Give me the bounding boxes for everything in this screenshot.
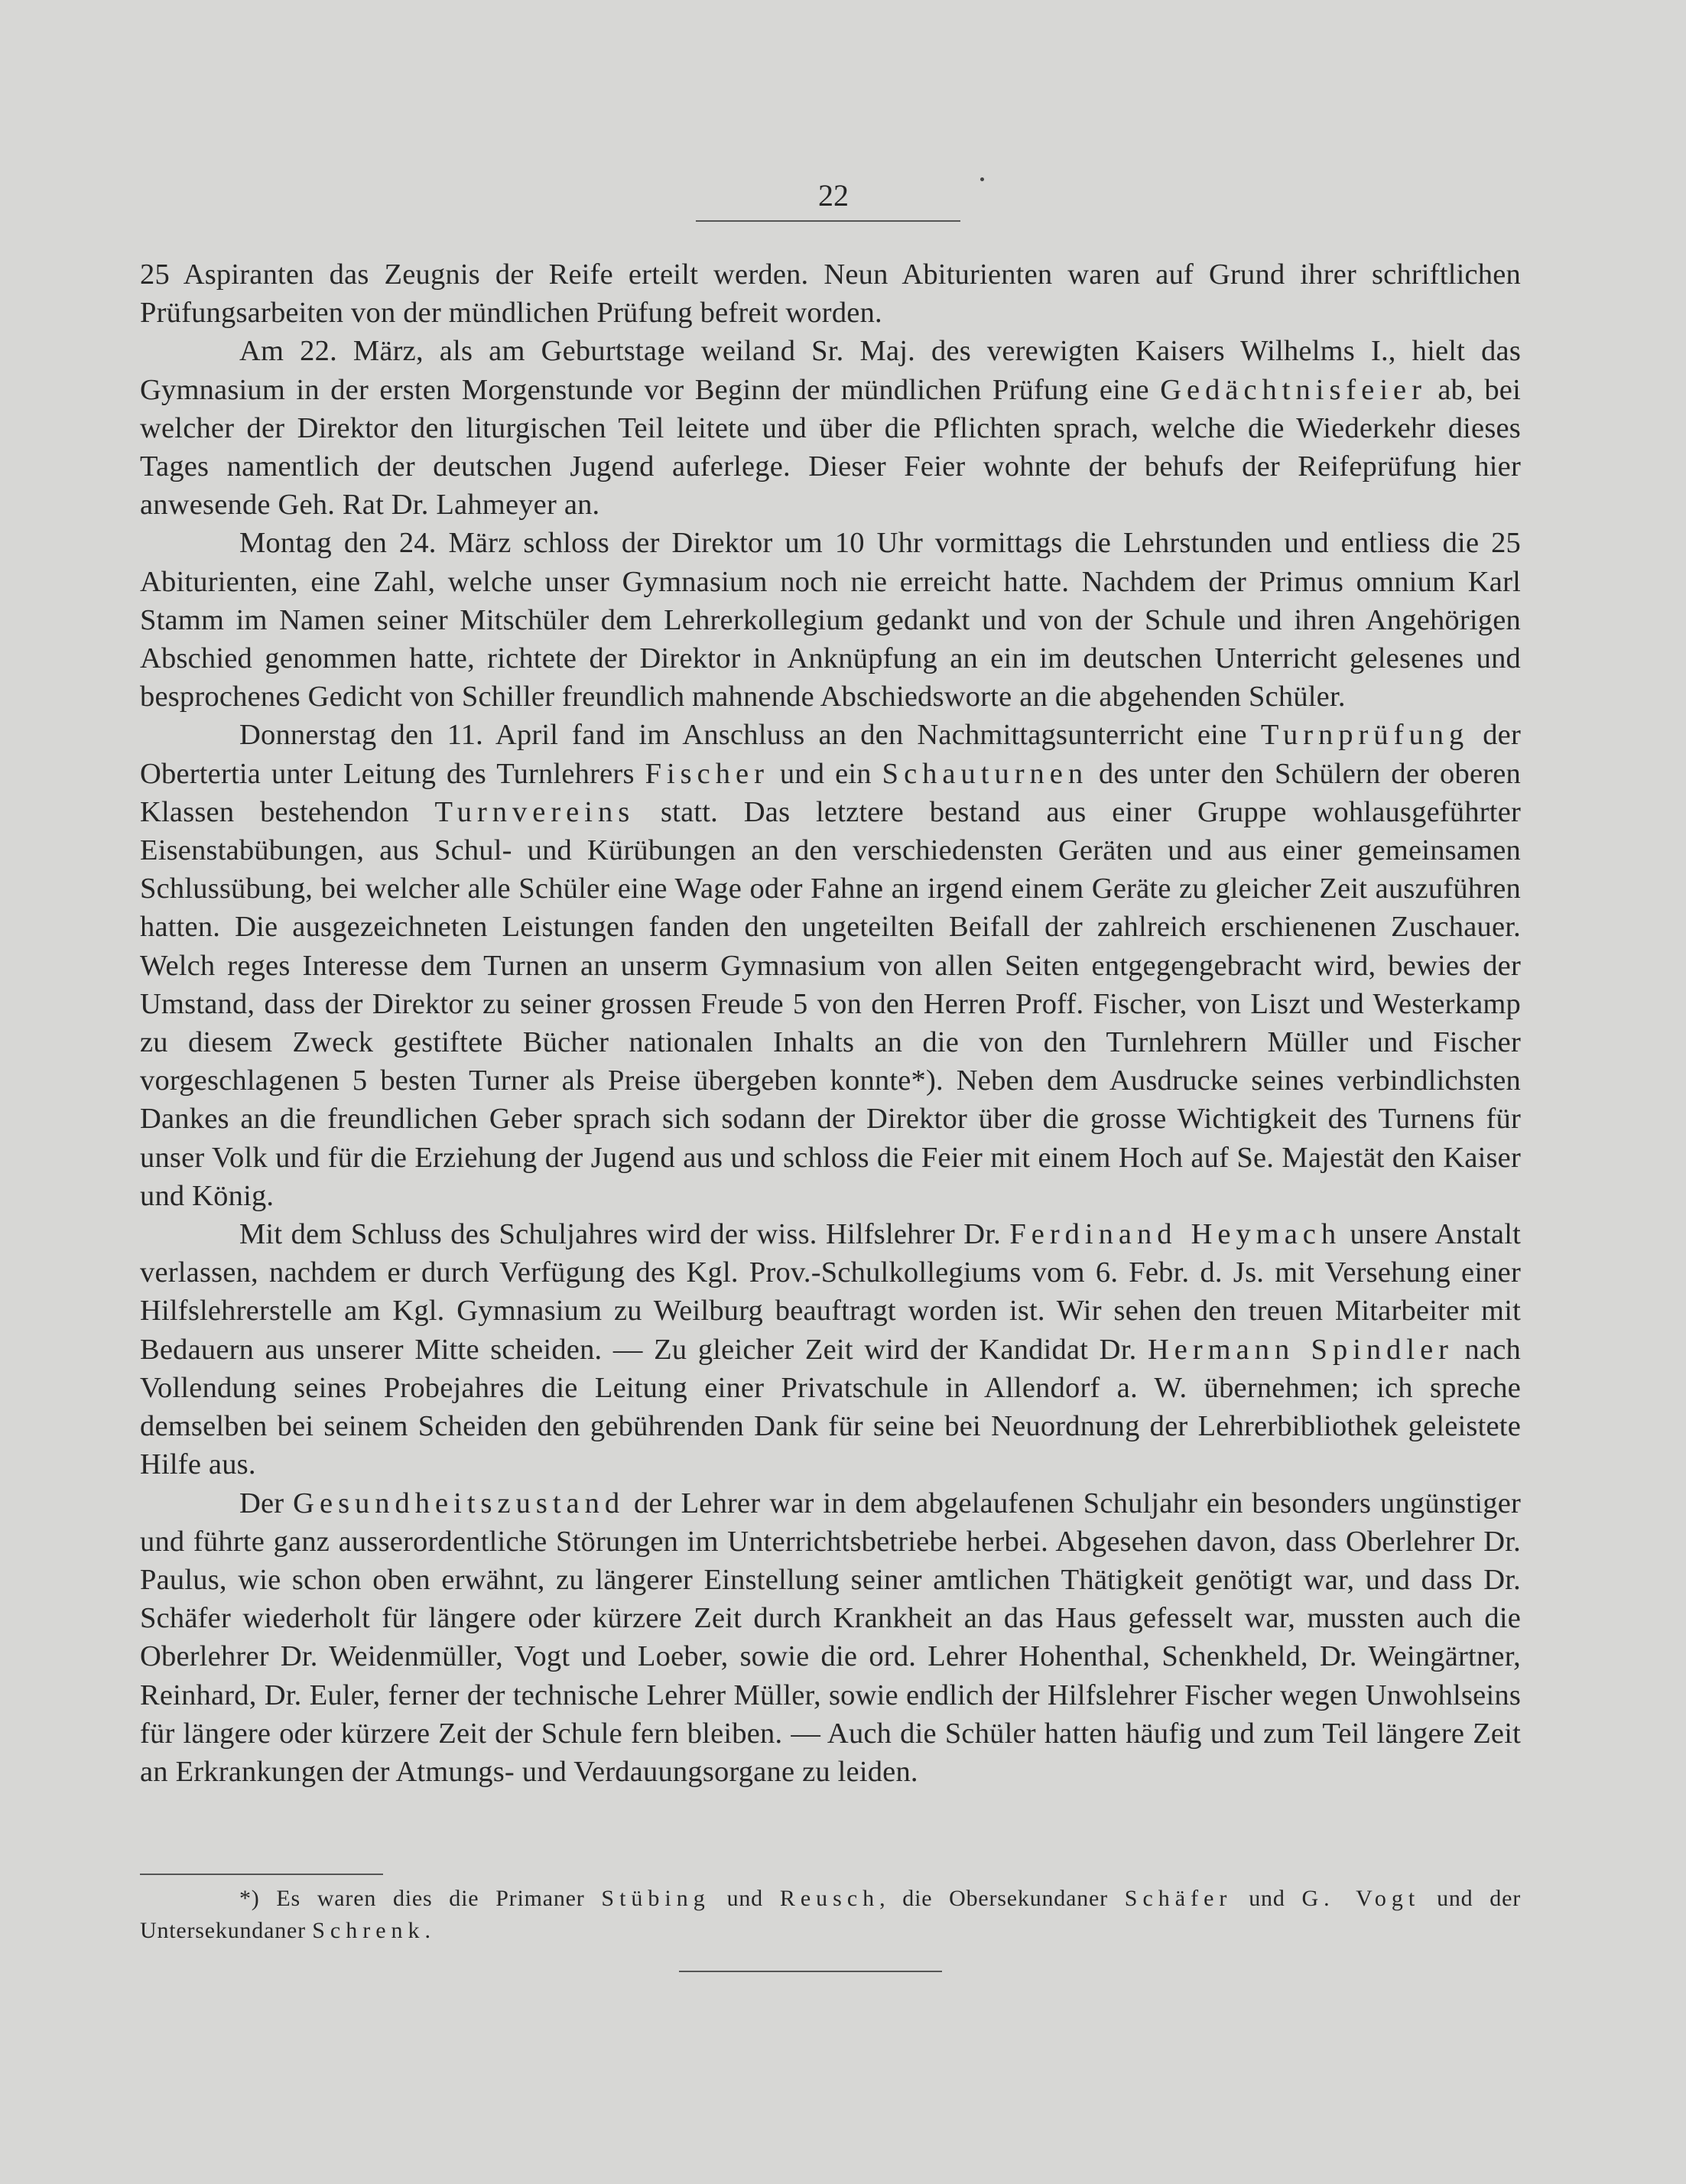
text-run: Mit dem Schluss des Schuljahres wird der wiss. Hilfslehrer Dr. — [239, 1218, 1010, 1251]
spaced-emphasis: Reusch — [779, 1886, 880, 1911]
footnote-paragraph — [140, 1883, 1521, 1947]
text-run: und der Untersekundaner — [140, 1886, 1522, 1943]
page-number: 22 — [818, 178, 849, 213]
paragraph — [140, 1484, 1521, 1792]
spaced-emphasis: Schrenk — [312, 1918, 425, 1943]
text-run: ab, bei welcher der Direktor den liturgischen Teil leitete und über die Pflichten sprach, welche die Wiederkehr dieses Tages namentlich der deutschen Jugend auferlege. Dieser Feier wohnte der behufs der Reifeprüfung hier anwesende Geh. Rat Dr. Lahmeyer an. — [140, 373, 1521, 522]
text-run: . — [424, 1918, 431, 1943]
end-rule — [679, 1971, 942, 1972]
text-run: unsere Anstalt verlassen, nachdem er durch Verfügung des Kgl. Prov.-Schulkollegiums vom 6. Febr. d. Js. mit Versehung einer Hilfslehrerstelle am Kgl. Gymnasium zu Weilburg beauftragt worden ist. Wir sehen den treuen Mitarbeiter mit Bedauern aus unserer Mitte scheiden. — Zu gleicher Zeit wird der Kandidat Dr. — [140, 1218, 1521, 1366]
spaced-emphasis: Turnvereins — [434, 795, 635, 828]
text-run: und ein — [768, 757, 882, 790]
text-run: Donnerstag den 11. April fand im Anschluss an den Nachmittagsunterricht eine — [239, 719, 1261, 752]
paragraph — [140, 332, 1521, 524]
spaced-emphasis: Stübing — [601, 1886, 710, 1911]
header-rule — [696, 220, 960, 222]
spaced-emphasis: G. Vogt — [1301, 1886, 1421, 1911]
spaced-emphasis: Ferdinand Heymach — [1009, 1218, 1342, 1251]
text-run: , die Obersekundaner — [879, 1886, 1125, 1911]
spaced-emphasis: Fischer — [645, 757, 769, 790]
text-run: statt. Das letztere bestand aus einer Gruppe wohlausgeführter Eisenstabübungen, aus Schul- und Kürübungen an den verschiedensten Geräten und aus einer gemeinsamen Schlussübung, bei welcher alle Schüler eine Wage oder Fahne an irgend einem Geräte zu gleicher Zeit auszuführen hatten. Die ausgezeichneten Leistungen fanden den ungeteilten Beifall der zahlreich erschienenen Zuschauer. Welch reges Interesse dem Turnen an unserm Gymnasium von allen Seiten entgegengebracht wird, bewies der Umstand, dass der Direktor zu seiner grossen Freude 5 von den Herren Proff. Fischer, von Liszt und Westerkamp zu diesem Zweck gestiftete Bücher nationalen Inhalts an die von den Turnlehrern Müller und Fischer vorgeschlagenen 5 besten Turner als Preise übergeben konnte*). Neben dem Ausdrucke seines verbindlichsten Dankes an die freundlichen Geber sprach sich sodann der Direktor über die grosse Wichtigkeit des Turnens für unser Volk und für die Erziehung der Jugend aus und schloss die Feier mit einem Hoch auf Se. Majestät den Kaiser und König. — [140, 795, 1522, 1212]
text-run: *) Es waren dies die Primaner — [239, 1886, 602, 1911]
body-text — [140, 255, 1521, 1791]
text-run: des unter den Schülern der oberen Klassen bestehendon — [140, 757, 1521, 828]
paragraph — [140, 716, 1521, 1215]
spaced-emphasis: Schäfer — [1124, 1886, 1233, 1911]
text-run: und — [710, 1886, 780, 1911]
spaced-emphasis: Gesundheitszustand — [293, 1487, 625, 1519]
ink-speck — [980, 177, 984, 181]
text-run: Montag den 24. März schloss der Direktor um 10 Uhr vormittags die Lehrstunden und entliess die 25 Abiturienten, eine Zahl, welche unser Gymnasium noch nie erreicht hatte. Nachdem der Primus omnium Karl Stamm im Namen seiner Mitschüler dem Lehrerkollegium gedankt und von der Schule und ihren Angehörigen Abschied genommen hatte, richtete der Direktor in Anknüpfung an ein im deutschen Unterricht gelesenes und besprochenes Gedicht von Schiller freundlich mahnende Abschiedsworte an die abgehenden Schüler. — [140, 527, 1521, 713]
text-run: Der — [239, 1487, 294, 1519]
text-run: und — [1232, 1886, 1302, 1911]
paragraph — [140, 255, 1521, 332]
text-run: der Obertertia unter Leitung des Turnlehrers — [140, 719, 1521, 790]
spaced-emphasis: Hermann Spindler — [1147, 1333, 1454, 1366]
text-run: 25 Aspiranten das Zeugnis der Reife erteilt werden. Neun Abiturienten waren auf Grund ihrer schriftlichen Prüfungsarbeiten von der mündlichen Prüfung befreit worden. — [140, 258, 1521, 330]
footnote-rule — [140, 1874, 383, 1875]
text-run: Am 22. März, als am Geburtstage weiland Sr. Maj. des verewigten Kaisers Wilhelms I., hielt das Gymnasium in der ersten Morgenstunde vor Beginn der mündlichen Prüfung eine — [140, 335, 1521, 406]
spaced-emphasis: Schauturnen — [882, 757, 1089, 790]
spaced-emphasis: Gedächtnisfeier — [1160, 373, 1427, 406]
text-run: nach Vollendung seines Probejahres die Leitung einer Privatschule in Allendorf a. W. übernehmen; ich spreche demselben bei seinem Scheiden den gebührenden Dank für seine bei Neuordnung der Lehrerbibliothek geleistete Hilfe aus. — [140, 1333, 1522, 1481]
footnote — [140, 1883, 1521, 1947]
text-run: der Lehrer war in dem abgelaufenen Schuljahr ein besonders ungünstiger und führte ganz ausserordentliche Störungen im Unterrichtsbetriebe herbei. Abgesehen davon, dass Oberlehrer Dr. Paulus, wie schon oben erwähnt, zu längerer Einstellung seiner amtlichen Thätigkeit genötigt war, und dass Dr. Schäfer wiederholt für längere oder kürzere Zeit durch Krankheit an das Haus gefesselt war, mussten auch die Oberlehrer Dr. Weidenmüller, Vogt und Loeber, sowie die ord. Lehrer Hohenthal, Schenkheld, Dr. Weingärtner, Reinhard, Dr. Euler, ferner der technische Lehrer Müller, sowie endlich der Hilfslehrer Fischer wegen Unwohlseins für längere oder kürzere Zeit der Schule fern bleiben. — Auch die Schüler hatten häufig und zum Teil längere Zeit an Erkrankungen der Atmungs- und Verdauungsorgane zu leiden. — [140, 1487, 1522, 1788]
paragraph — [140, 1215, 1521, 1484]
spaced-emphasis: Turnprüfung — [1260, 719, 1470, 752]
paragraph — [140, 524, 1521, 716]
